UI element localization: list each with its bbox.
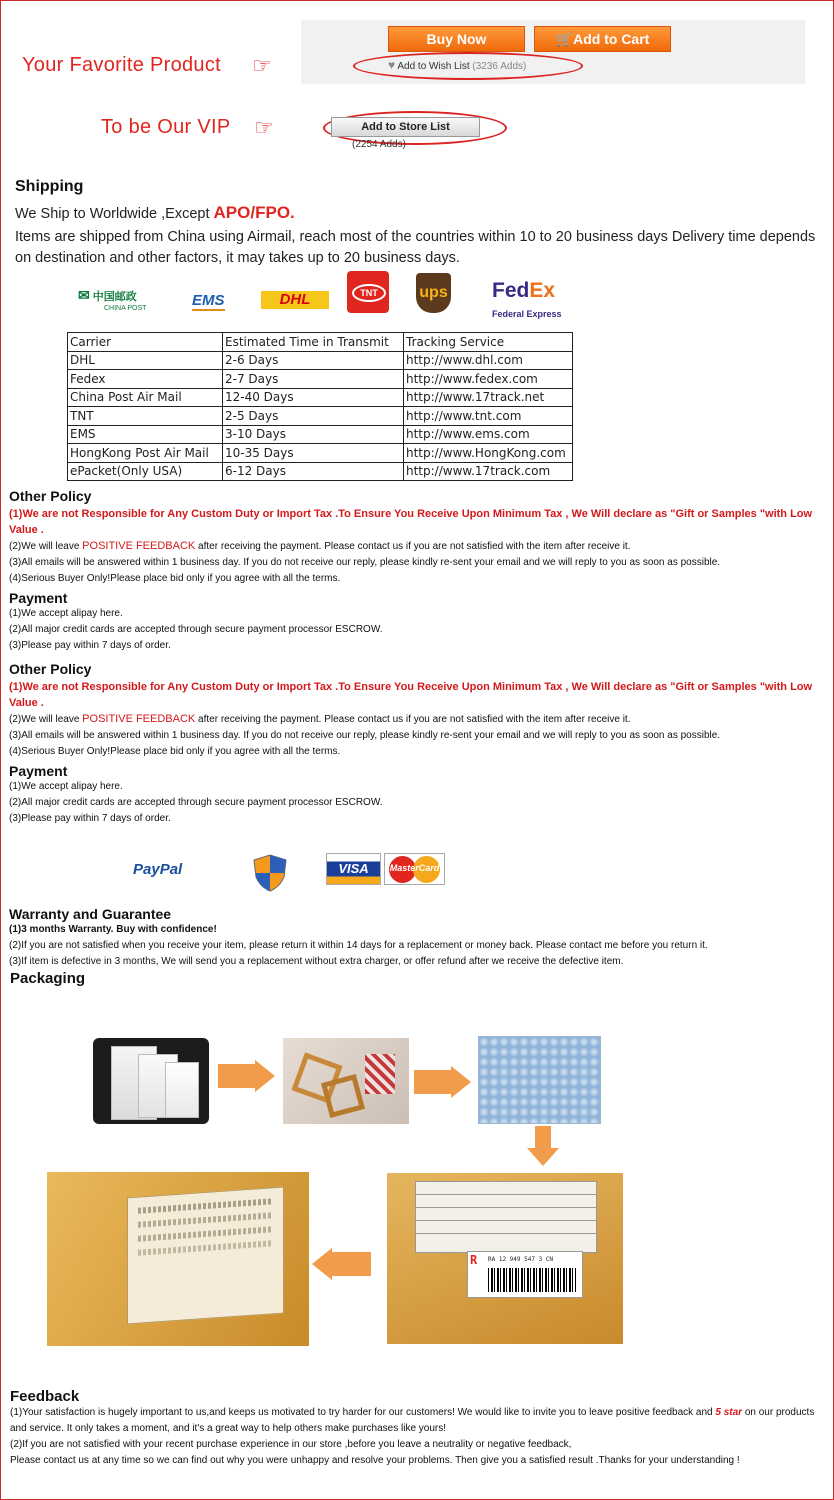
policy-item-2 bbox=[9, 711, 829, 728]
arrow-down-head bbox=[527, 1148, 559, 1166]
table-row bbox=[68, 462, 573, 481]
table-header: Carrier bbox=[68, 333, 223, 352]
arrow-left-head bbox=[312, 1248, 332, 1280]
label-line bbox=[138, 1240, 273, 1255]
fedex-ex: Ex bbox=[529, 279, 556, 302]
feedback-section bbox=[10, 1388, 822, 1469]
mastercard-text: MasterCard bbox=[389, 863, 440, 873]
table-row bbox=[68, 370, 573, 389]
warranty-item-2: (2)If you are not satisfied when you receive your item, please return it within 14 days for a replacement or money back. Please contact me before you return it. bbox=[9, 940, 708, 951]
feedback-item-1-prefix: (1)Your satisfaction is hugely important to us,and keeps us motivated to try harder for our customers! We would like to invite you to leave positive feedback and bbox=[10, 1407, 716, 1418]
registered-r: R bbox=[470, 1253, 478, 1267]
table-cell: http://www.HongKong.com bbox=[404, 444, 573, 463]
policy-item-3: (3)All emails will be answered within 1 business day. If you do not receive our reply, please kindly re-sent your email and we will reply to you as soon as possible. bbox=[9, 557, 721, 568]
warranty-item-3: (3)If item is defective in 3 months, We will send you a replacement without extra charger, or offer refund after we receive the defective item. bbox=[9, 956, 624, 967]
labeled-box-photo bbox=[387, 1173, 623, 1344]
positive-feedback-highlight: POSITIVE FEEDBACK bbox=[82, 713, 196, 725]
favorite-product-title: Your Favorite Product bbox=[22, 54, 221, 76]
store-count: (2254 Adds) bbox=[352, 139, 406, 150]
china-post-logo bbox=[78, 287, 147, 314]
arrow-down-icon bbox=[535, 1126, 551, 1150]
table-row bbox=[68, 444, 573, 463]
shipping-label bbox=[127, 1187, 284, 1325]
policy-item-2 bbox=[9, 538, 829, 555]
policy-item-2-suffix: after receiving the payment. Please contact us if you are not satisfied with the item after receive it. bbox=[195, 714, 631, 725]
warranty-heading: Warranty and Guarantee bbox=[9, 906, 172, 922]
product-item bbox=[365, 1054, 395, 1094]
label-line bbox=[138, 1226, 273, 1241]
label-line bbox=[138, 1198, 273, 1213]
visa-logo: VISA bbox=[326, 853, 381, 885]
zip-bags-photo bbox=[93, 1038, 209, 1124]
warranty-section bbox=[9, 906, 829, 970]
wish-label: Add to Wish List bbox=[397, 61, 470, 72]
table-cell: EMS bbox=[68, 425, 223, 444]
table-row bbox=[68, 407, 573, 426]
policy-item-2-suffix: after receiving the payment. Please contact us if you are not satisfied with the item after receive it. bbox=[195, 541, 631, 552]
china-post-icon: ✉ bbox=[78, 287, 90, 303]
shipping-description: Items are shipped from China using Airmail, reach most of the countries within 10 to 20 business days Delivery time depends on destination and other factors, it may takes up to 20 business days. bbox=[15, 229, 816, 266]
feedback-item-3: Please contact us at any time so we can find out why you were unhappy and resolve your problems. Then give you a satisfied result .Thanks for your understanding ! bbox=[10, 1455, 740, 1466]
fedex-sub: Federal Express bbox=[492, 309, 562, 319]
sealed-box-photo bbox=[47, 1172, 309, 1346]
policy-item-2-prefix: (2)We will leave bbox=[9, 541, 83, 552]
policy-item-4: (4)Serious Buyer Only!Please place bid only if you agree with all the terms. bbox=[9, 746, 341, 757]
table-cell: China Post Air Mail bbox=[68, 388, 223, 407]
registered-label bbox=[467, 1251, 583, 1298]
payment-heading: Payment bbox=[9, 763, 68, 779]
table-cell: Fedex bbox=[68, 370, 223, 389]
china-post-cn: 中国邮政 bbox=[92, 291, 137, 303]
policy-heading: Other Policy bbox=[9, 661, 92, 677]
table-cell: http://www.17track.net bbox=[404, 388, 573, 407]
vip-title: To be Our VIP bbox=[101, 116, 231, 138]
payment-item-3: (3)Please pay within 7 days of order. bbox=[9, 813, 171, 824]
policy-heading: Other Policy bbox=[9, 488, 92, 504]
label-line bbox=[138, 1212, 273, 1227]
feedback-item-1-suffix: on our products and service. It only takes a moment, and it's a great way to help others make purchases like yours! bbox=[10, 1407, 815, 1434]
mastercard-logo bbox=[384, 853, 445, 885]
arrow-left-icon bbox=[331, 1252, 371, 1276]
table-header-row bbox=[68, 333, 573, 352]
table-header: Tracking Service bbox=[404, 333, 573, 352]
form-line bbox=[416, 1194, 596, 1195]
packaging-heading: Packaging bbox=[10, 970, 86, 987]
ems-logo: EMS bbox=[192, 292, 225, 309]
policy-item-3: (3)All emails will be answered within 1 business day. If you do not receive our reply, please kindly re-sent your email and we will reply to you as soon as possible. bbox=[9, 730, 721, 741]
payment-item-1: (1)We accept alipay here. bbox=[9, 781, 123, 792]
ups-logo: ups bbox=[416, 273, 451, 313]
fedex-fed: Fed bbox=[492, 279, 530, 302]
policy-section-2 bbox=[9, 661, 829, 827]
table-cell: http://www.tnt.com bbox=[404, 407, 573, 426]
china-post-en: CHINA POST bbox=[104, 305, 147, 312]
positive-feedback-highlight: POSITIVE FEEDBACK bbox=[82, 540, 196, 552]
feedback-item-2: (2)If you are not satisfied with your recent purchase experience in our store ,before you leave a neutrality or negative feedback, bbox=[10, 1439, 572, 1450]
payment-item-2: (2)All major credit cards are accepted through secure payment processor ESCROW. bbox=[9, 797, 383, 808]
paypal-logo: PayPal bbox=[133, 861, 183, 878]
apo-fpo-highlight: APO/FPO. bbox=[213, 203, 295, 222]
payment-item-3: (3)Please pay within 7 days of order. bbox=[9, 640, 171, 651]
table-cell: 2-6 Days bbox=[223, 351, 404, 370]
arrow-right-icon bbox=[414, 1070, 452, 1094]
add-to-wish-list-link[interactable] bbox=[388, 58, 526, 72]
table-cell: 6-12 Days bbox=[223, 462, 404, 481]
table-cell: http://www.fedex.com bbox=[404, 370, 573, 389]
warranty-item-1: (1)3 months Warranty. Buy with confidence! bbox=[9, 924, 217, 935]
table-cell: HongKong Post Air Mail bbox=[68, 444, 223, 463]
shipping-heading: Shipping bbox=[15, 178, 84, 195]
payment-item-1: (1)We accept alipay here. bbox=[9, 608, 123, 619]
tnt-text: TNT bbox=[352, 284, 386, 302]
table-cell: DHL bbox=[68, 351, 223, 370]
policy-item-2-prefix: (2)We will leave bbox=[9, 714, 83, 725]
table-cell: http://www.ems.com bbox=[404, 425, 573, 444]
arrow-right-head bbox=[255, 1060, 275, 1092]
table-row bbox=[68, 351, 573, 370]
add-to-store-list-button[interactable]: Add to Store List bbox=[331, 117, 480, 137]
five-star-highlight: 5 star bbox=[715, 1407, 743, 1418]
table-cell: TNT bbox=[68, 407, 223, 426]
add-to-cart-label: Add to Cart bbox=[573, 31, 650, 47]
table-cell: 3-10 Days bbox=[223, 425, 404, 444]
product-photo bbox=[283, 1038, 409, 1124]
policy-item-4: (4)Serious Buyer Only!Please place bid only if you agree with all the terms. bbox=[9, 573, 341, 584]
payment-heading: Payment bbox=[9, 590, 68, 606]
table-cell: 10-35 Days bbox=[223, 444, 404, 463]
payment-item-2: (2)All major credit cards are accepted through secure payment processor ESCROW. bbox=[9, 624, 383, 635]
feedback-heading: Feedback bbox=[10, 1388, 80, 1405]
table-cell: http://www.dhl.com bbox=[404, 351, 573, 370]
cart-icon: 🛒 bbox=[555, 31, 574, 47]
buy-now-button[interactable]: Buy Now bbox=[388, 26, 525, 52]
table-row bbox=[68, 425, 573, 444]
tnt-logo bbox=[347, 271, 389, 313]
table-row bbox=[68, 388, 573, 407]
wish-count: (3236 Adds) bbox=[472, 61, 527, 72]
bubble-wrap-photo bbox=[478, 1036, 601, 1124]
form-line bbox=[416, 1207, 596, 1208]
pointing-hand-icon: ☞ bbox=[252, 53, 272, 78]
dhl-logo: DHL bbox=[261, 291, 329, 309]
carrier-table bbox=[67, 332, 573, 481]
zip-bag bbox=[165, 1062, 199, 1118]
shield-icon bbox=[251, 853, 289, 898]
arrow-right-icon bbox=[218, 1064, 256, 1088]
feedback-item-1 bbox=[10, 1405, 822, 1437]
table-header: Estimated Time in Transmit bbox=[223, 333, 404, 352]
heart-icon: ♥ bbox=[388, 58, 396, 72]
table-cell: http://www.17track.com bbox=[404, 462, 573, 481]
form-line bbox=[416, 1233, 596, 1234]
table-cell: 2-5 Days bbox=[223, 407, 404, 426]
add-to-cart-button[interactable] bbox=[534, 26, 671, 52]
address-form bbox=[415, 1181, 597, 1253]
table-cell: ePacket(Only USA) bbox=[68, 462, 223, 481]
shipping-worldwide-line bbox=[15, 202, 295, 225]
fedex-logo bbox=[492, 281, 562, 324]
table-cell: 12-40 Days bbox=[223, 388, 404, 407]
worldwide-text: We Ship to Worldwide ,Except bbox=[15, 206, 214, 222]
arrow-right-head bbox=[451, 1066, 471, 1098]
shield-graphic bbox=[251, 853, 289, 893]
pointing-hand-icon: ☞ bbox=[254, 115, 274, 140]
barcode bbox=[488, 1268, 576, 1292]
policy-item-1: (1)We are not Responsible for Any Custom Duty or Import Tax .To Ensure You Receive Upon Minimum Tax , We Will declare as "Gift or Samples "with Low Value . bbox=[9, 508, 813, 536]
policy-section-1 bbox=[9, 488, 829, 654]
tracking-code: RA 12 949 547 3 CN bbox=[488, 1256, 554, 1263]
form-line bbox=[416, 1220, 596, 1221]
table-cell: 2-7 Days bbox=[223, 370, 404, 389]
policy-item-1: (1)We are not Responsible for Any Custom Duty or Import Tax .To Ensure You Receive Upon Minimum Tax , We Will declare as "Gift or Samples "with Low Value . bbox=[9, 681, 813, 709]
product-item bbox=[321, 1074, 365, 1118]
